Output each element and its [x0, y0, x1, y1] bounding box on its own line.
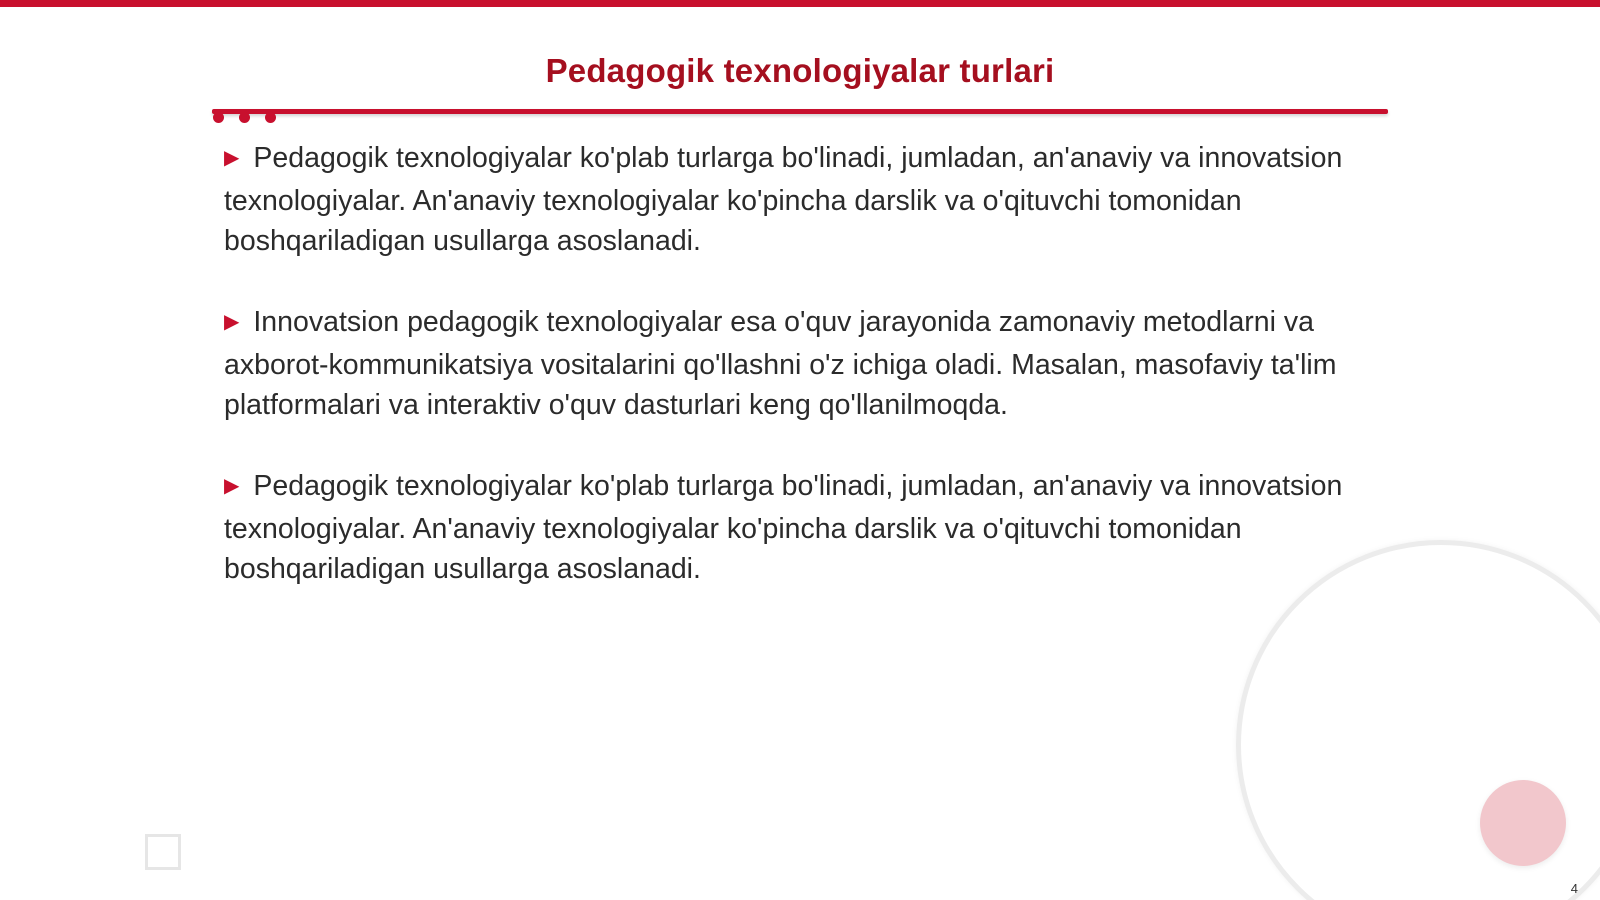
bullet-item: [224, 466, 1364, 589]
bullet-list: [224, 138, 1364, 630]
top-accent-bar: [0, 0, 1600, 7]
title-underline: [212, 109, 1388, 114]
decorative-dot: [265, 112, 276, 123]
bullet-text: Pedagogik texnologiyalar ko'plab turlarga bo'linadi, jumladan, an'anaviy va innovatsion texnologiyalar. An'anaviy texnologiyalar ko'pincha darslik va o'qituvchi tomonidan boshqariladigan usullarga asoslanadi.: [224, 142, 1343, 257]
triangle-right-icon: ▶: [224, 147, 240, 169]
decorative-dot: [239, 112, 250, 123]
page-number: 4: [1570, 881, 1578, 896]
bullet-item: [224, 138, 1364, 261]
decorative-dot: [213, 112, 224, 123]
triangle-right-icon: ▶: [224, 311, 240, 333]
decorative-pink-circle: [1480, 780, 1566, 866]
bullet-item: [224, 302, 1364, 425]
slide-title: Pedagogik texnologiyalar turlari: [545, 52, 1055, 89]
bullet-text: Innovatsion pedagogik texnologiyalar esa o'quv jarayonida zamonaviy metodlarni va axborot-kommunikatsiya vositalarini qo'llashni o'z ichiga oladi. Masalan, masofaviy ta'lim platformalari va interaktiv o'quv dasturlari keng qo'llanilmoqda.: [224, 306, 1337, 421]
triangle-right-icon: ▶: [224, 475, 240, 497]
decorative-square: [145, 834, 181, 870]
bullet-text: Pedagogik texnologiyalar ko'plab turlarga bo'linadi, jumladan, an'anaviy va innovatsion texnologiyalar. An'anaviy texnologiyalar ko'pincha darslik va o'qituvchi tomonidan boshqariladigan usullarga asoslanadi.: [224, 470, 1343, 585]
